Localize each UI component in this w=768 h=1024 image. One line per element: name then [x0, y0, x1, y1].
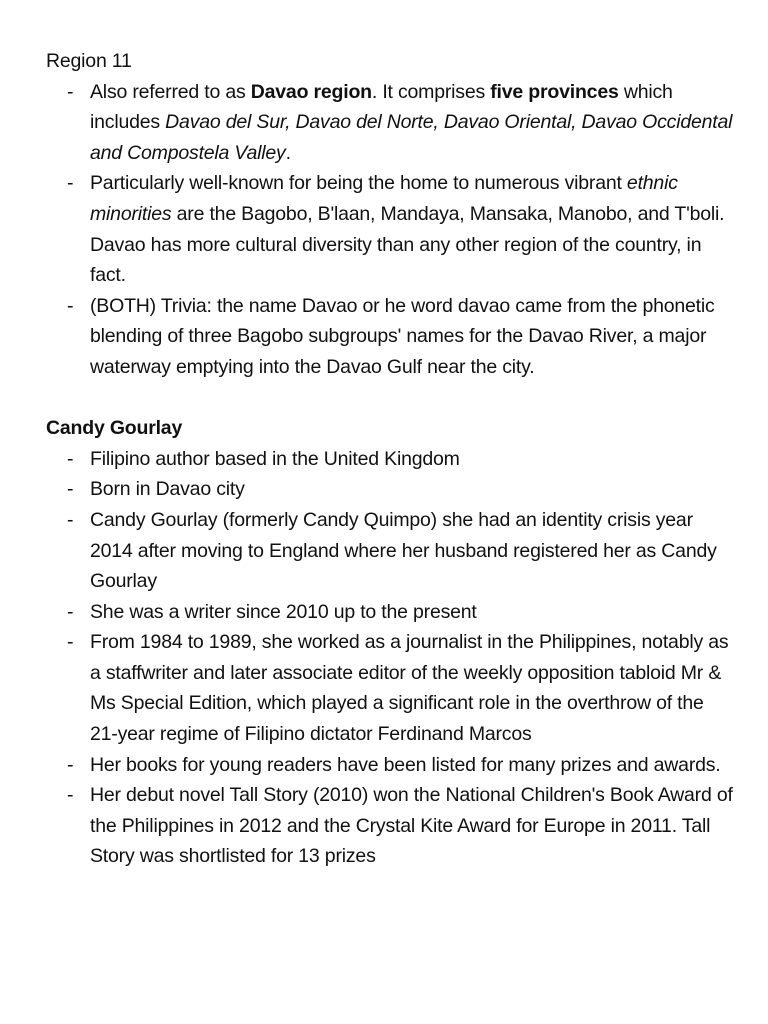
section-heading-author: Candy Gourlay — [46, 417, 183, 440]
item-italic-text: ethnic minorities — [90, 172, 678, 225]
document-page — [46, 46, 736, 872]
item-text: Her books for young readers have been listed for many prizes and awards. — [90, 753, 721, 776]
item-text: are the Bagobo, B'laan, Mandaya, Mansaka, Manobo, and T'boli. Davao has more cultural diversity than any other region of the country, in fact. — [90, 202, 725, 287]
item-text: . It comprises — [371, 80, 491, 103]
item-bold-text: Davao region — [250, 80, 372, 103]
item-text: Particularly well-known for being the home to numerous vibrant — [90, 172, 627, 195]
list-item — [46, 505, 736, 597]
list-item — [46, 780, 736, 872]
list-item — [46, 291, 736, 383]
item-text: She was a writer since 2010 up to the present — [90, 600, 477, 623]
list-item — [46, 597, 736, 628]
item-text: Candy Gourlay (formerly Candy Quimpo) she had an identity crisis year 2014 after moving to England where her husband registered her as Candy Gourlay — [90, 508, 717, 593]
item-bold-text: five provinces — [490, 80, 619, 103]
bullet-dash: - — [67, 631, 74, 654]
bullet-dash: - — [67, 447, 74, 470]
bullet-dash: - — [67, 478, 74, 501]
bullet-dash: - — [67, 80, 74, 103]
bullet-dash: - — [67, 600, 74, 623]
author-bullet-list — [46, 444, 736, 872]
item-text: which includes — [90, 80, 673, 134]
list-item — [46, 474, 736, 505]
item-text: . — [285, 141, 291, 164]
item-text: Also referred to as — [90, 80, 251, 103]
bullet-dash: - — [67, 508, 74, 531]
section-heading-region: Region 11 — [46, 50, 132, 72]
list-item — [46, 444, 736, 475]
list-item — [46, 77, 736, 169]
item-text: (BOTH) Trivia: the name Davao or he word davao came from the phonetic blending of three Bagobo subgroups' names for the Davao River, a major waterway emptying into the Davao Gulf near the city. — [90, 294, 715, 378]
item-text: Born in Davao city — [90, 478, 245, 501]
list-item — [46, 750, 736, 781]
list-item — [46, 168, 736, 290]
region-bullet-list — [46, 77, 736, 383]
list-item — [46, 627, 736, 749]
bullet-dash: - — [67, 753, 74, 776]
item-text: From 1984 to 1989, she worked as a journalist in the Philippines, notably as a staffwriter and later associate editor of the weekly opposition tabloid Mr & Ms Special Edition, which played a significant role in the overthrow of the 21-year regime of Filipino dictator Ferdinand Marcos — [90, 631, 729, 746]
section-spacer — [46, 383, 736, 414]
item-text: Her debut novel Tall Story (2010) won the National Children's Book Award of the Philippines in 2012 and the Crystal Kite Award for Europe in 2011. Tall Story was shortlisted for 13 prizes — [90, 784, 733, 868]
bullet-dash: - — [67, 784, 74, 807]
item-italic-text: Davao del Sur, Davao del Norte, Davao Oriental, Davao Occidental and Compostela Valley — [90, 111, 733, 164]
bullet-dash: - — [67, 294, 74, 317]
bullet-dash: - — [67, 172, 74, 195]
item-text: Filipino author based in the United Kingdom — [90, 447, 460, 470]
